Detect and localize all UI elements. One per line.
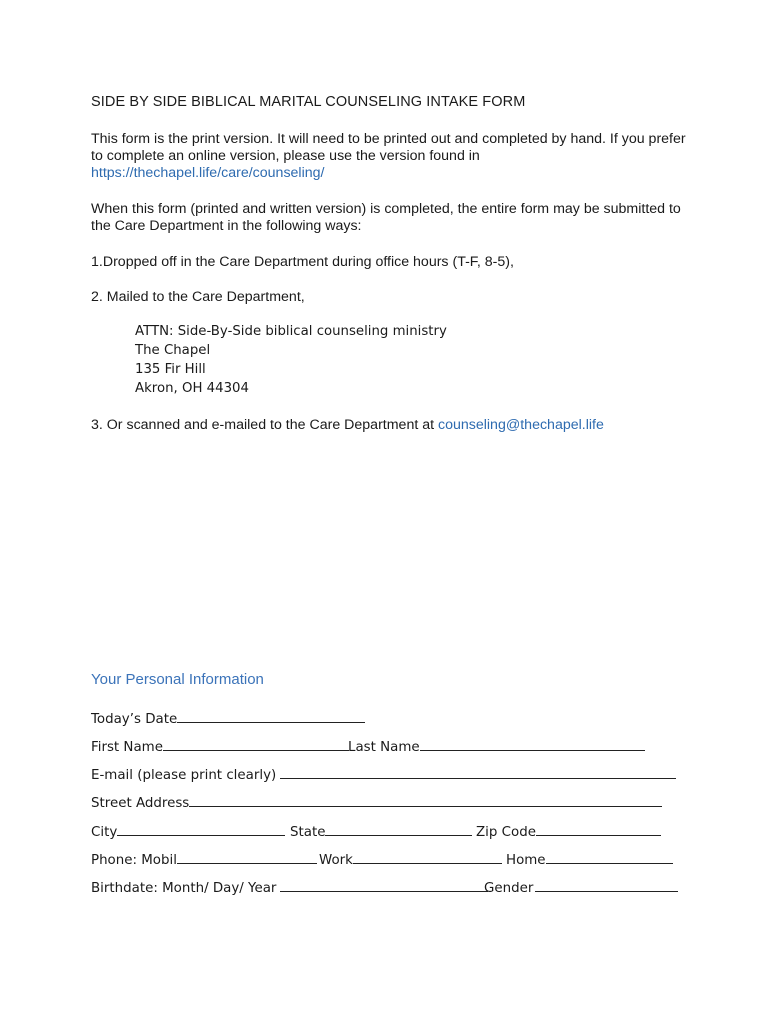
home-phone-blank[interactable]	[546, 849, 673, 864]
phone-mobil-label: Phone: Mobil	[91, 853, 177, 868]
city-field[interactable]	[91, 821, 285, 840]
option-email-text: 3. Or scanned and e-mailed to the Care Department at	[91, 417, 438, 433]
zip-code-blank[interactable]	[536, 821, 661, 836]
state-blank[interactable]	[325, 821, 472, 836]
option-email	[91, 417, 691, 434]
zip-code-field[interactable]	[476, 821, 661, 840]
last-name-field[interactable]	[348, 736, 645, 755]
counseling-email-link[interactable]: counseling@thechapel.life	[438, 417, 604, 433]
state-field[interactable]	[290, 821, 472, 840]
email-blank[interactable]	[280, 764, 676, 779]
phone-mobil-field[interactable]	[91, 849, 317, 868]
state-label: State	[290, 825, 326, 840]
gender-label: Gender	[484, 881, 534, 896]
submission-line-2: the Care Department in the following ways:	[91, 218, 362, 234]
first-name-field[interactable]	[91, 736, 349, 755]
last-name-label: Last Name	[348, 740, 420, 755]
address-line-4: Akron, OH 44304	[135, 381, 249, 396]
birthdate-blank[interactable]	[280, 877, 488, 892]
first-name-blank[interactable]	[163, 736, 349, 751]
last-name-blank[interactable]	[420, 736, 645, 751]
address-line-2: The Chapel	[135, 343, 211, 358]
work-phone-label: Work	[319, 853, 353, 868]
option-drop-off: 1.Dropped off in the Care Department during office hours (T-F, 8-5),	[91, 254, 514, 270]
city-blank[interactable]	[117, 821, 285, 836]
home-phone-field[interactable]	[506, 849, 673, 868]
email-label: E-mail (please print clearly)	[91, 768, 277, 783]
address-line-1: ATTN: Side-By-Side biblical counseling ministry	[135, 324, 447, 339]
todays-date-field[interactable]	[91, 708, 365, 727]
home-phone-label: Home	[506, 853, 546, 868]
todays-date-blank[interactable]	[177, 708, 365, 723]
todays-date-label: Today’s Date	[91, 712, 178, 727]
street-address-label: Street Address	[91, 796, 190, 811]
gender-blank[interactable]	[535, 877, 678, 892]
intro-paragraph	[91, 131, 691, 182]
gender-field[interactable]	[484, 877, 678, 896]
address-line-3: 135 Fir Hill	[135, 362, 206, 377]
option-mail: 2. Mailed to the Care Department,	[91, 289, 305, 305]
zip-code-label: Zip Code	[476, 825, 536, 840]
birthdate-label: Birthdate: Month/ Day/ Year	[91, 881, 277, 896]
street-address-blank[interactable]	[189, 792, 662, 807]
intro-line-2: to complete an online version, please use the version found in	[91, 148, 480, 164]
online-form-link[interactable]: https://thechapel.life/care/counseling/	[91, 165, 325, 181]
street-address-field[interactable]	[91, 792, 662, 811]
email-field[interactable]	[91, 764, 676, 783]
submission-paragraph	[91, 201, 691, 235]
work-phone-field[interactable]	[319, 849, 502, 868]
birthdate-field[interactable]	[91, 877, 488, 896]
page-title: SIDE BY SIDE BIBLICAL MARITAL COUNSELING INTAKE FORM	[91, 94, 526, 110]
city-label: City	[91, 825, 118, 840]
phone-mobil-blank[interactable]	[177, 849, 317, 864]
submission-line-1: When this form (printed and written version) is completed, the entire form may be submitted to	[91, 201, 681, 217]
mailing-address	[135, 322, 447, 398]
work-phone-blank[interactable]	[353, 849, 502, 864]
intro-line-1: This form is the print version. It will need to be printed out and completed by hand. If you prefer	[91, 131, 686, 147]
first-name-label: First Name	[91, 740, 163, 755]
section-heading-personal-info: Your Personal Information	[91, 671, 264, 688]
